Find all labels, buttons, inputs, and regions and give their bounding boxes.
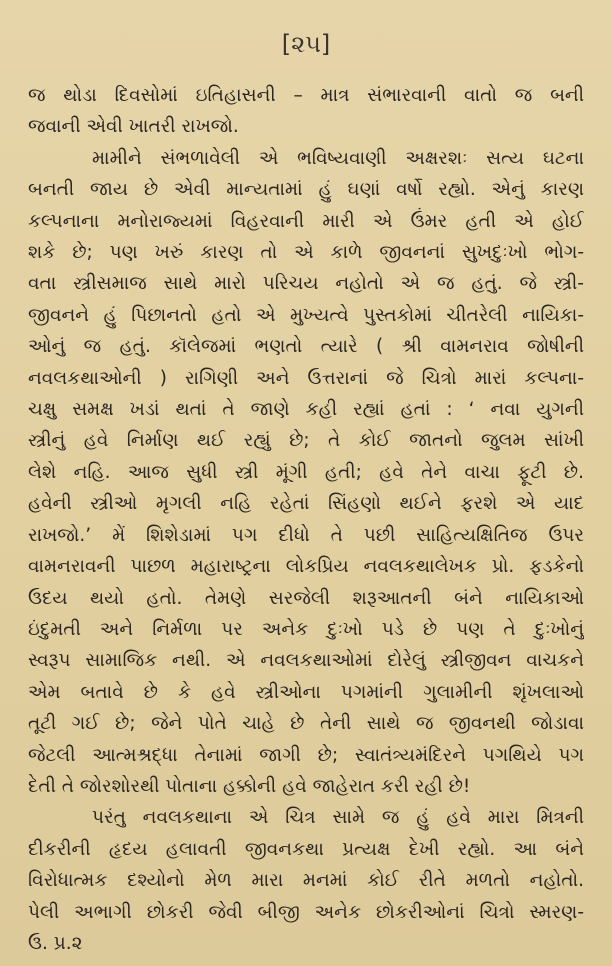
- text-line: ઇંદુમતી અને નિર્મળા પર અનેક દુઃખો પડે છે પણ તે દુઃખોનું: [28, 618, 584, 640]
- text-line: વતા સ્ત્રીસમાજ સાથે મારો પરિચય નહોતો એ જ હતું. જે સ્ત્રી-: [28, 273, 584, 295]
- page-number: [૨૫]: [281, 30, 331, 58]
- text-line: બનતી જાય છે એવી માન્યતામાં હું ઘણાં વર્ષો રહ્યો. એનું કારણ: [28, 179, 584, 201]
- text-line: લેશે નહિ. આજ સુધી સ્ત્રી મૂંગી હતી; હવે તેને વાચા ફૂટી છે.: [28, 461, 584, 483]
- text-line: દીકરીની હૃદય હલાવતી જીવનકથા પ્રત્યક્ષ દેખી રહ્યો. આ બંને: [28, 838, 584, 860]
- text-line: કલ્પનાના મનોરાજ્યમાં વિહરવાની મારી એ ઉંમર હતી એ હોઈ: [28, 210, 584, 232]
- text-line: દેતી તે જોરશોરથી પોતાના હક્કોની હવે જાહેરાત કરી રહી છે!: [28, 775, 471, 797]
- text-line: જ થોડા દિવસોમાં ઇતિહાસની – માત્ર સંભારવાની વાતો જ બની: [28, 85, 584, 106]
- text-line: ઉદય થયો હતો. તેમણે સરજેલી શરૂઆતની બંને નાયિકાઓ: [28, 587, 584, 609]
- text-line: શકે છે; પણ ખરું કારણ તો એ કાળે જીવનનાં સુખદુઃખો ભોગ-: [28, 242, 584, 264]
- text-line: જેટલી આત્મશ્રદ્ધા તેનામાં જાગી છે; સ્વાતંત્ર્યમંદિરને પગથિયે પગ: [28, 744, 584, 766]
- text-line: એમ બતાવે છે કે હવે સ્ત્રીઓના પગમાંની ગુલામીની શૃંખલાઓ: [28, 681, 584, 703]
- text-line: સ્વરૂપ સામાજિક નથી. એ નવલકથાઓમાં દોરેલું સ્ત્રીજીવન વાચકને: [28, 650, 584, 672]
- text-line: વામનરાવની પાછળ મહારાષ્ટ્રના લોકપ્રિય નવલકથાલેખક પ્રો. ફડકેનો: [28, 556, 584, 578]
- text-line: સ્ત્રીનું હવે નિર્માણ થઈ રહ્યું છે; તે કોઈ જાતનો જુલમ સાંખી: [28, 430, 584, 452]
- text-line: હવેની સ્ત્રીઓ મૃગલી નહિ રહેતાં સિંહણો થઈને ફરશે એ યાદ: [28, 493, 584, 515]
- body-text: [28, 80, 584, 959]
- text-line: તૂટી ગઈ છે; જેને પોતે ચાહે છે તેની સાથે જ જીવનથી જોડાવા: [28, 713, 584, 735]
- text-line: રાખજો.’ મેં શિશેડામાં પગ દીધો તે પછી સાહિત્યક્ષિતિજ ઉપર: [28, 524, 584, 546]
- text-line: પરંતુ નવલકથાના એ ચિત્ર સામે જ હું હવે મારા મિત્રની: [92, 807, 584, 829]
- text-line: ઓનું જ હતું. કૉલેજમાં ભણતો ત્યારે ( શ્રી વામનરાવ જોષીની: [28, 336, 584, 358]
- text-line: નવલકથાઓની ) રાગિણી અને ઉત્તરાનાં જે ચિત્રો મારાં કલ્પના-: [28, 367, 584, 389]
- text-line: જીવનને હું પિછાનતો હતો એ મુખ્યત્વે પુસ્તકોમાં ચીતરેલી નાયિકા-: [28, 304, 584, 326]
- printer-signature-mark: ઉ. પ્ર.૨: [28, 932, 83, 954]
- text-line: વિરોધાત્મક દશ્યોનો મેળ મારા મનમાં કોઈ રીતે મળતો નહોતો.: [28, 870, 584, 892]
- text-line: જવાની એવી ખાતરી રાખજો.: [28, 116, 239, 138]
- text-line: પેલી અભાગી છોકરી જેવી બીજી અનેક છોકરીઓનાં ચિત્રો સ્મરણ-: [28, 901, 584, 923]
- text-line: ચક્ષુ સમક્ષ ખડાં થતાં તે જાણે કહી રહ્યાં હતાં : ‘ નવા યુગની: [28, 399, 584, 421]
- text-line: મામીને સંભળાવેલી એ ભવિષ્યવાણી અક્ષરશઃ સત્ય ઘટના: [92, 147, 584, 169]
